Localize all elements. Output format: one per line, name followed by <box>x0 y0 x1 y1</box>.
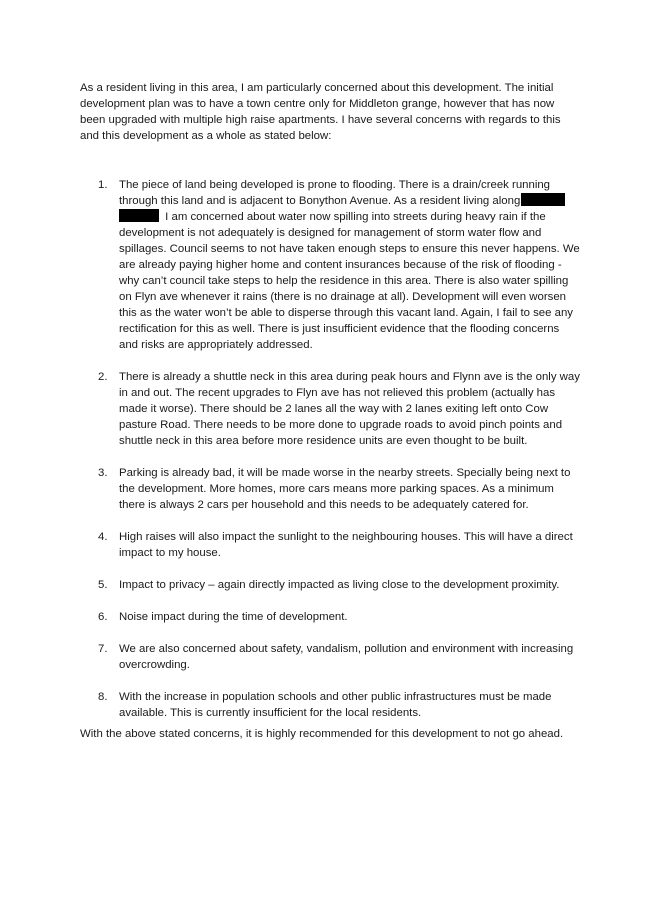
concern-item-7 <box>80 641 580 673</box>
concern-number: 6. <box>98 611 108 623</box>
concern-text: Impact to privacy – again directly impacted as living close to the development proximity. <box>119 579 560 591</box>
concern-item-6 <box>80 609 580 625</box>
concern-number: 4. <box>98 531 108 543</box>
intro-paragraph: As a resident living in this area, I am particularly concerned about this development. The initial development plan was to have a town centre only for Middleton grange, however that has now been upgraded with multiple high raise apartments. I have several concerns with regards to this and this development as a whole as stated below: <box>80 82 561 142</box>
concern-text: We are also concerned about safety, vandalism, pollution and environment with increasing overcrowding. <box>119 643 574 671</box>
concern-number: 7. <box>98 643 108 655</box>
concern-number: 1. <box>98 179 108 191</box>
concern-text: There is already a shuttle neck in this area during peak hours and Flynn ave is the only way in and out. The recent upgrades to Flyn ave has not relieved this problem (actually has made it worse). There should be 2 lanes all the way with 2 lanes exiting left onto Cow pasture Road. There needs to be more done to upgrade roads to avoid pinch points and shuttle neck in this area before more residence units are even thought to be built. <box>119 371 580 447</box>
concern-item-5 <box>80 577 580 593</box>
redaction-block <box>521 193 565 206</box>
concern-text: With the increase in population schools and other public infrastructures must be made available. This is currently insufficient for the local residents. <box>119 691 552 719</box>
redaction-block <box>119 209 159 222</box>
concern-item-2 <box>80 369 580 449</box>
concern-item-4 <box>80 529 580 561</box>
concern-number: 3. <box>98 467 108 479</box>
concern-item-8 <box>80 689 580 721</box>
concern-number: 2. <box>98 371 108 383</box>
concern-item-3 <box>80 465 580 513</box>
concern-text-part: The piece of land being developed is prone to flooding. There is a drain/creek running through this land and is adjacent to Bonython Avenue. As a resident living along <box>119 179 551 207</box>
concern-number: 8. <box>98 691 108 703</box>
concern-text <box>119 177 580 353</box>
concerns-list <box>80 177 580 737</box>
concern-text: High raises will also impact the sunlight to the neighbouring houses. This will have a direct impact to my house. <box>119 531 573 559</box>
concern-text-part: I am concerned about water now spilling into streets during heavy rain if the development is not adequately is designed for management of storm water flow and spillages. Council seems to not have taken enough steps to ensure this never happens. We are already paying higher home and content insurances because of the risk of flooding - why can’t council take steps to help the residence in this area. There is also water spilling on Flyn ave whenever it rains (there is no drainage at all). Development will even worsen this as the water won’t be able to disperse through this vacant land. Again, I fail to see any rectification for this as well. There is just insufficient evidence that the flooding concerns and risks are appropriately addressed. <box>119 211 580 351</box>
concern-text: Parking is already bad, it will be made worse in the nearby streets. Specially being next to the development. More homes, more cars means more parking spaces. As a minimum there is always 2 cars per household and this needs to be adequately catered for. <box>119 467 571 511</box>
closing-paragraph: With the above stated concerns, it is highly recommended for this development to not go ahead. <box>80 728 564 740</box>
concern-item-1 <box>80 177 580 353</box>
concern-text: Noise impact during the time of development. <box>119 611 348 623</box>
concern-number: 5. <box>98 579 108 591</box>
